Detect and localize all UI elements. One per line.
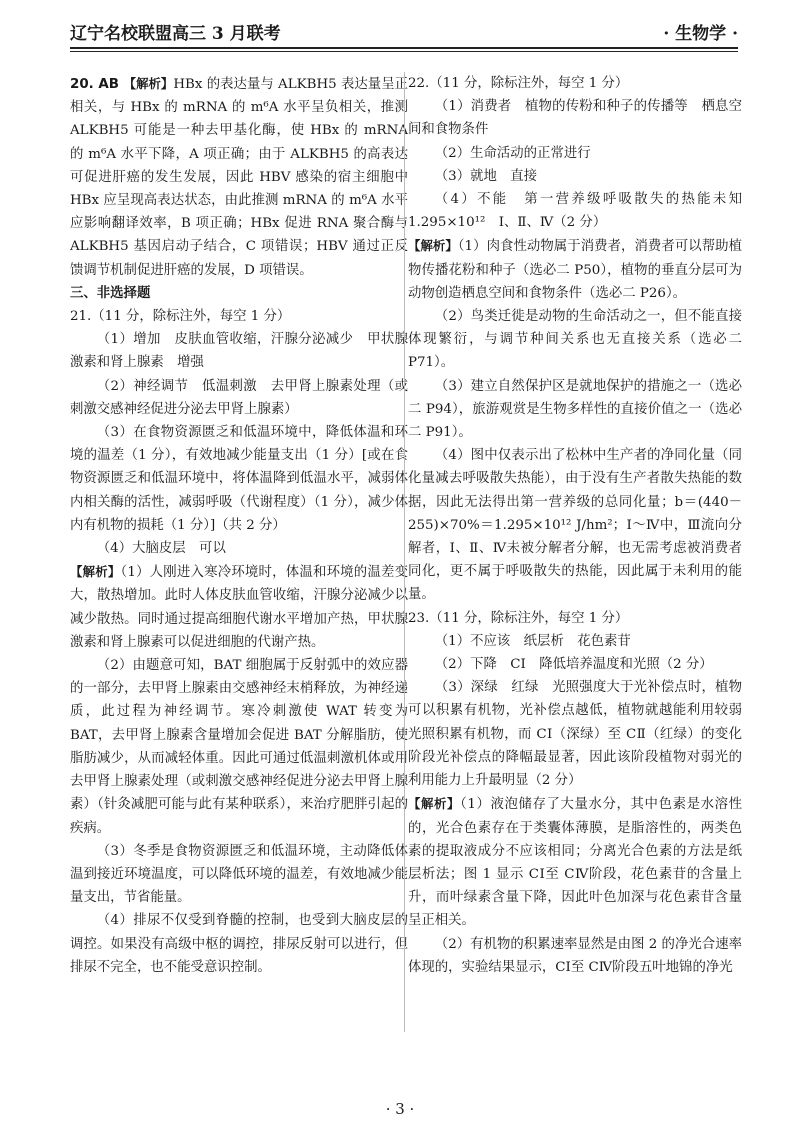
q22-explanation-2: （2）鸟类迁徙是动物的生命活动之一，但不能直接体现繁衍，与调节种间关系也无直接关系（选必二 P71）。 (408, 309, 742, 371)
q22-answer-1: （1）消费者 植物的传粉和种子的传播等 栖息空间和食物条件 (408, 99, 742, 138)
q22-answer-4: （4）不能 第一营养级呼吸散失的热能未知 1.295×10¹² Ⅰ、Ⅱ、Ⅳ（2 分） (408, 192, 756, 231)
right-column (408, 72, 756, 979)
left-column (70, 72, 408, 979)
q23-explanation-1: 【解析】（1）液泡储存了大量水分，其中色素是水溶性的，光合色素存在于类囊体薄膜，是脂溶性的，两类色素的提取液成分不应该相同；分离光合色素的方法是纸层析法；图 1 显示 CⅠ至 CⅣ阶段，花色素苷的含量上升，而叶绿素含量下降，因此叶色加深与花色素苷含量呈正相关。 (408, 796, 742, 929)
q22-answer-3: （3）就地 直接 (434, 168, 538, 184)
q22-answer-2: （2）生命活动的正常进行 (434, 145, 591, 161)
header-subject: · 生物学 · (663, 24, 738, 44)
q21-answer-4: （4）大脑皮层 可以 (96, 541, 226, 557)
q21-explanation-1: 【解析】（1）人刚进入寒冷环境时，体温和环境的温差变大，散热增加。此时人体皮肤血管收缩，汗腺分泌减少以减少散热。同时通过提高细胞代谢水平增加产热，甲状腺激素和肾上腺素可以促进细胞的代谢产热。 (70, 564, 408, 650)
q21-answer-3: （3）在食物资源匮乏和低温环境中，降低体温和环境的温差（1 分），有效地减少能量支出（1 分）[或在食物资源匮乏和低温环境中，将体温降到低温水平，减弱体内相关酶的活性，减弱呼吸（代谢程度）（1 分），减少体内有机物的损耗（1 分）]（共 2 分） (70, 425, 408, 533)
header-rule-thin (70, 51, 738, 52)
q21-heading: 21.（11 分，除标注外，每空 1 分） (70, 309, 291, 325)
q21-explanation-4: （4）排尿不仅受到脊髓的控制，也受到大脑皮层的调控。如果没有高级中枢的调控，排尿反射可以进行，但排尿不完全，也不能受意识控制。 (70, 913, 408, 975)
q22-explanation-4: （4）图中仅表示出了松林中生产者的净同化量（同化量减去呼吸散失热能），由于没有生产者散失热能的数据，因此无法得出第一营养级的总同化量；b＝(440－255)×70%＝1.295×10¹² J/hm²；Ⅰ～Ⅳ中，Ⅲ流向分解者，Ⅰ、Ⅱ、Ⅳ未被分解者分解，也无需考虑被消费者同化，更不属于呼吸散失的热能，因此属于未利用的能量。 (408, 448, 742, 603)
q22-explanation-1: 【解析】（1）肉食性动物属于消费者，消费者可以帮助植物传播花粉和种子（选必二 P50），植物的垂直分层可为动物创造栖息空间和食物条件（选必二 P26）。 (408, 238, 742, 301)
q23-answer-1: （1）不应该 纸层析 花色素苷 (434, 633, 631, 649)
q21-explanation-2: （2）由题意可知，BAT 细胞属于反射弧中的效应器的一部分，去甲肾上腺素由交感神经末梢释放，为神经递质，此过程为神经调节。寒冷刺激使 WAT 转变为 BAT，去甲肾上腺素含量增加会促进 BAT 分解脂肪，使脂肪减少，从而减轻体重。因此可通过低温刺激机体或用去甲肾上腺素处理（或刺激交感神经促进分泌去甲肾上腺素）（针灸减肥可能与此有某种联系），来治疗肥胖引起的疾病。 (70, 658, 408, 836)
page-number: · 3 · (385, 1100, 415, 1118)
header-rule-thick (70, 47, 738, 49)
q23-answer-2: （2）下降 CⅠ 降低培养温度和光照（2 分） (434, 657, 713, 673)
q20-analysis: 20. AB 【解析】HBx 的表达量与 ALKBH5 表达量呈正相关，与 HBx 的 mRNA 的 m⁶A 水平呈负相关，推测 ALKBH5 可能是一种去甲基化酶，使 HBx 的 mRNA 的 m⁶A 水平下降，A 项正确；由于 ALKBH5 的高表达可促进肝癌的发生发展，因此 HBV 感染的宿主细胞中 HBx 应呈现高表达状态，由此推测 mRNA 的 m⁶A 水平应影响翻译效率，B 项正确；HBx 促进 RNA 聚合酶与 ALKBH5 基因启动子结合，C 项错误；HBV 通过正反馈调节机制促进肝癌的发展，D 项错误。 (70, 76, 408, 278)
q21-answer-2: （2）神经调节 低温刺激 去甲肾上腺素处理（或刺激交感神经促进分泌去甲肾上腺素） (70, 378, 408, 417)
page-header (70, 18, 738, 44)
q23-explanation-2: （2）有机物的积累速率显然是由图 2 的净光合速率体现的，实验结果显示，CⅠ至 CⅣ阶段五叶地锦的净光 (408, 936, 742, 975)
q23-answer-3: （3）深绿 红绿 光照强度大于光补偿点时，植物可以积累有机物，光补偿点越低，植物就越能利用较弱光照积累有机物，而 CⅠ（深绿）至 CⅡ（红绿）的变化阶段光补偿点的降幅最显著，因此该阶段植物对弱光的利用能力上升最明显（2 分） (408, 680, 742, 789)
q21-answer-1: （1）增加 皮肤血管收缩，汗腺分泌减少 甲状腺激素和肾上腺素 增强 (70, 332, 408, 371)
q23-heading: 23.（11 分，除标注外，每空 1 分） (408, 610, 629, 626)
q21-explanation-3: （3）冬季是食物资源匮乏和低温环境，主动降低体温到接近环境温度，可以降低环境的温差，有效地减少能量支出，节省能量。 (70, 843, 408, 906)
section-title: 三、非选择题 (70, 285, 151, 301)
q22-explanation-3: （3）建立自然保护区是就地保护的措施之一（选必二 P94），旅游观赏是生物多样性的直接价值之一（选必二 P91）。 (408, 378, 742, 441)
column-divider (404, 72, 405, 1032)
q22-heading: 22.（11 分，除标注外，每空 1 分） (408, 76, 629, 91)
header-exam-title: 辽宁名校联盟高三 3 月联考 (70, 24, 281, 44)
